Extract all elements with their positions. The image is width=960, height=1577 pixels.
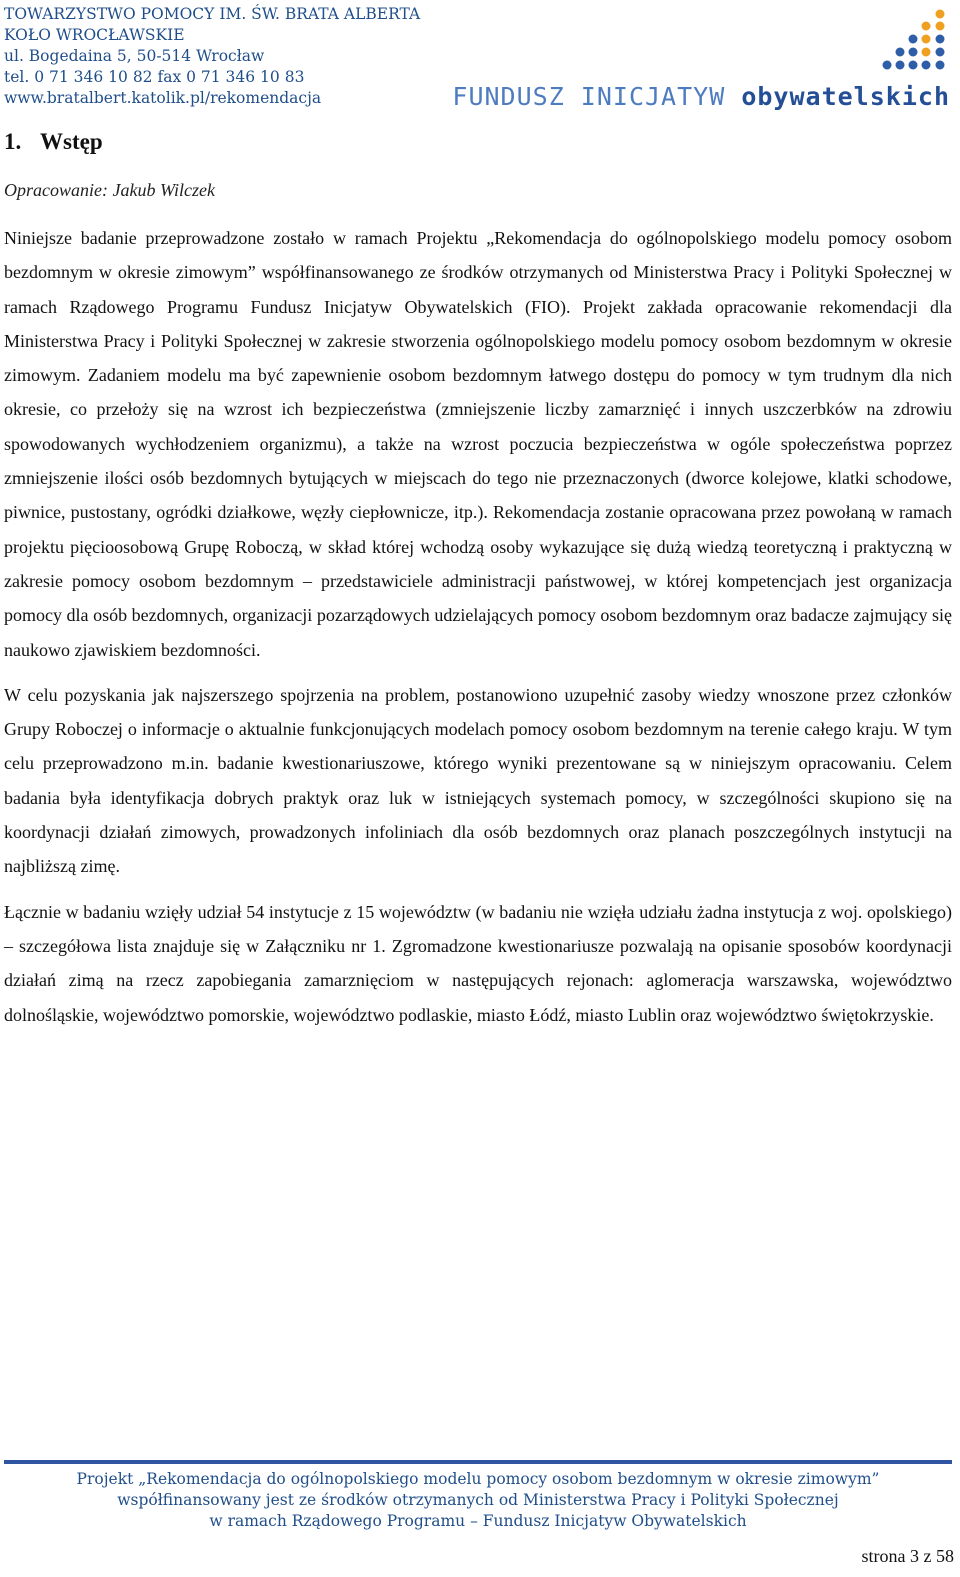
org-street-address: ul. Bogedaina 5, 50-514 Wrocław [4,47,265,65]
paragraph-1: Niniejsze badanie przeprowadzone zostało w ramach Projektu „Rekomendacja do ogólnopolskiego modelu pomocy osobom bezdomnym w okresie zimowym” współfinansowanego ze środków otrzymanych od Ministerstwa Pracy i Polityki Społecznej w ramach Rządowego Programu Fundusz Inicjatyw Obywatelskich (FIO). Projekt zakłada opracowanie rekomendacji dla Ministerstwa Pracy i Polityki Społecznej w zakresie stworzenia ogólnopolskiego modelu pomocy osobom bezdomnym w okresie zimowym. Zadaniem modelu ma być zapewnienie osobom bezdomnym łatwego dostępu do pomocy w tym trudnym dla nich okresie, co przełoży się na wzrost ich bezpieczeństwa (zmniejszenie liczby zamarznięć i innych uszczerbków na zdrowiu spowodowanych wychłodzeniem organizmu), a także na wzrost poczucia bezpieczeństwa w ogóle społeczeństwa poprzez zmniejszenie ilości osób bezdomnych bytujących w miejscach do tego nie przeznaczonych (dworce kolejowe, klatki schodowe, piwnice, pustostany, ogródki działkowe, węzły ciepłownicze, itp.). Rekomendacja zostanie opracowana przez powołaną w ramach projektu pięcioosobową Grupę Roboczą, w skład której wchodzą osoby wykazujące się dużą wiedzą teoretyczną i praktyczną w zakresie pomocy osobom bezdomnym – przedstawiciele administracji państwowej, w której kompetencjach jest organizacja pomocy dla osób bezdomnych, organizacji pozarządowych udzielających pomocy osobom bezdomnym oraz badacze zajmujący się naukowo zjawiskiem bezdomności. [4,228,952,660]
section-number: 1. [4,129,22,154]
author-line: Opracowanie: Jakub Wilczek [4,180,215,200]
fio-logo-text-light: FUNDUSZ INICJATYW [452,82,726,111]
org-phone-fax: tel. 0 71 346 10 82 fax 0 71 346 10 83 [4,68,305,86]
footer-line-3: w ramach Rządowego Programu – Fundusz Inicjatyw Obywatelskich [209,1512,747,1530]
fio-dots-logo-icon [880,8,950,72]
paragraph-3: Łącznie w badaniu wzięły udział 54 instytucje z 15 województw (w badaniu nie wzięła udziału żadna instytucja z woj. opolskiego) – szczegółowa lista znajduje się w Załączniku nr 1. Zgromadzone kwestionariusze pozwalają na opisanie sposobów koordynacji działań zimą na rzecz zapobiegania zamarznięciom w następujących rejonach: aglomeracja warszawska, województwo dolnośląskie, województwo pomorskie, województwo podlaskie, miasto Łódź, miasto Lublin oraz województwo świętokrzyskie. [4,901,952,1025]
section-heading [4,126,952,158]
footer-divider [4,1460,952,1464]
section-title: Wstęp [40,129,103,154]
org-branch: KOŁO WROCŁAWSKIE [4,26,185,44]
organization-address-block [4,4,420,109]
org-website-link[interactable]: www.bratalbert.katolik.pl/rekomendacja [4,89,322,107]
page-header [4,4,954,114]
page-number: strona 3 z 58 [861,1546,954,1566]
document-body [4,126,952,1032]
fio-logo-wordmark [452,82,950,111]
paragraph-2: W celu pozyskania jak najszerszego spojrzenia na problem, postanowiono uzupełnić zasoby wiedzy wnoszone przez członków Grupy Roboczej o informacje o aktualnie funkcjonujących modelach pomocy osobom bezdomnym na terenie całego kraju. W tym celu przeprowadzono m.in. badanie kwestionariuszowe, którego wyniki prezentowane są w niniejszym opracowaniu. Celem badania była identyfikacja dobrych praktyk oraz luk w istniejących systemach pomocy, w szczególności skupiono się na koordynacji działań zimowych, prowadzonych infoliniach dla osób bezdomnych oraz planach poszczególnych instytucji na najbliższą zimę. [4,684,952,877]
org-name: TOWARZYSTWO POMOCY IM. ŚW. BRATA ALBERTA [4,5,421,23]
fio-logo-text-bold: obywatelskich [741,82,950,111]
fio-logo [434,4,954,114]
footer-line-2: współfinansowany jest ze środków otrzymanych od Ministerstwa Pracy i Polityki Społecznej [117,1491,839,1509]
footer-line-1: Projekt „Rekomendacja do ogólnopolskiego modelu pomocy osobom bezdomnym w okresie zimowym” [76,1470,880,1488]
page-footer [4,1469,952,1532]
